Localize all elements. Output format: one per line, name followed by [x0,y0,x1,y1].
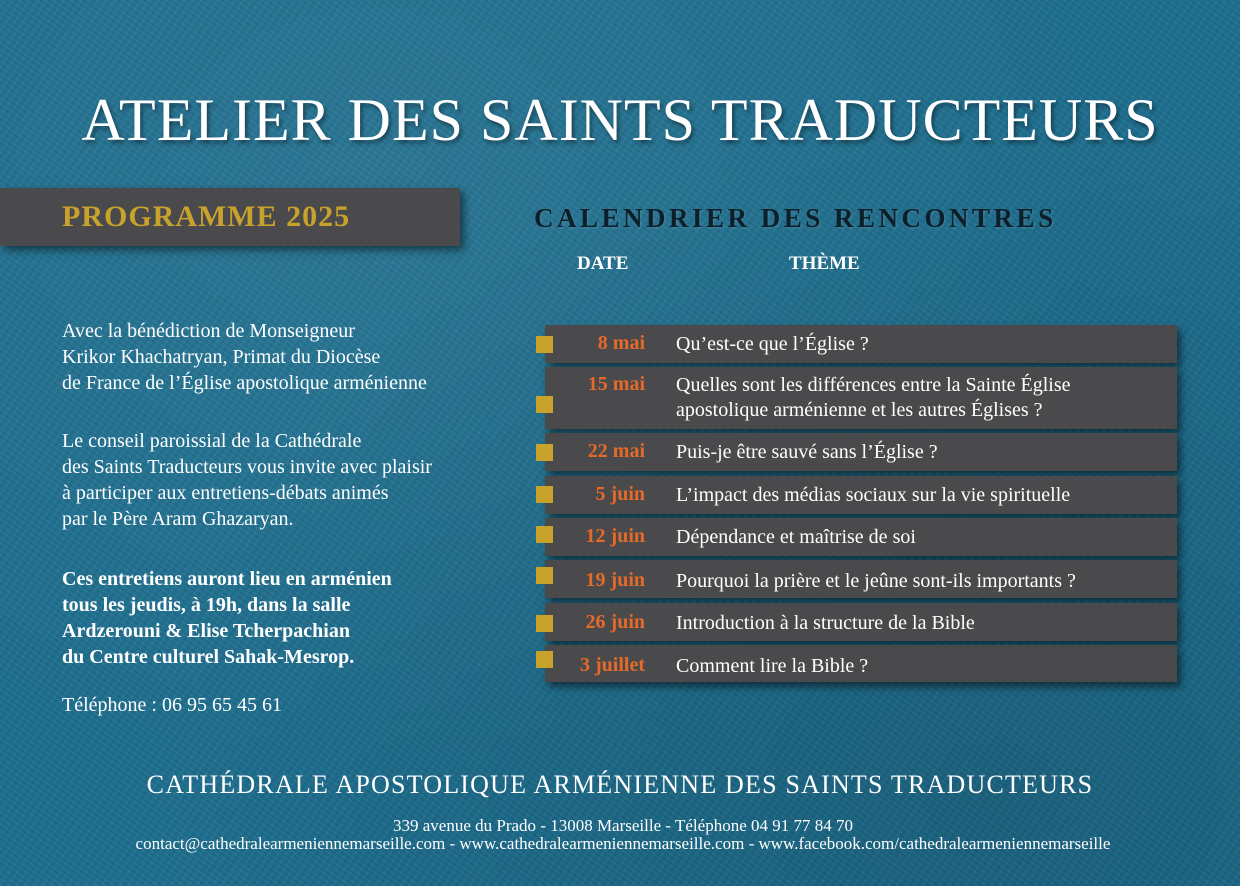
bullet-square-icon [536,396,553,413]
calendar-row [0,476,1240,514]
footer-address: 339 avenue du Prado - 13008 Marseille - Téléphone 04 91 77 84 70 [392,816,853,835]
column-header-theme: THÈME [789,253,860,274]
row-date: 22 mai [587,440,645,462]
row-theme: Pourquoi la prière et le jeûne sont-ils importants ? [676,570,1076,592]
row-date: 5 juin [595,483,645,505]
row-theme: Quelles sont les différences entre la Sainte Église apostolique arménienne et les autres Églises ? [676,374,1071,421]
calendar-row [0,433,1240,471]
row-date: 19 juin [585,569,645,591]
page-title: ATELIER DES SAINTS TRADUCTEURS [81,87,1159,153]
programme-label: PROGRAMME 2025 [62,200,351,233]
footer-title: CATHÉDRALE APOSTOLIQUE ARMÉNIENNE DES SAINTS TRADUCTEURS [146,770,1094,799]
row-date: 15 mai [587,373,645,395]
calendar-row [0,325,1240,363]
row-theme: Dépendance et maîtrise de soi [676,526,916,548]
row-theme: Comment lire la Bible ? [676,655,869,677]
row-theme: Qu’est-ce que l’Église ? [676,333,869,355]
intro-paragraph-schedule: Ces entretiens auront lieu en arménien tous les jeudis, à 19h, dans la salle Ardzerouni & Elise Tcherpachian du Centre culturel Sahak-Mesrop. [62,568,392,668]
calendar-row [0,645,1240,682]
row-theme: Introduction à la structure de la Bible [676,612,975,634]
calendar-row [0,560,1240,598]
row-theme: L’impact des médias sociaux sur la vie spirituelle [676,484,1071,506]
intro-paragraph-invitation: Le conseil paroissial de la Cathédrale des Saints Traducteurs vous invite avec plaisir à participer aux entretiens-débats animés par le Père Aram Ghazaryan. [62,430,432,530]
calendar-row [0,603,1240,641]
programme-banner [0,188,460,246]
row-theme: Puis-je être sauvé sans l’Église ? [676,441,938,463]
calendar-row [0,518,1240,556]
row-date: 12 juin [585,525,645,547]
row-date: 8 mai [597,332,645,354]
column-header-date: DATE [577,253,629,274]
row-date: 26 juin [585,611,645,633]
row-date: 3 juillet [580,654,645,676]
calendar-title: CALENDRIER DES RENCONTRES [534,203,1057,233]
footer-contacts: contact@cathedralearmeniennemarseille.com - www.cathedralearmeniennemarseille.com - www.facebook.com/cathedralearmeniennemarseille [135,834,1111,853]
phone-number: Téléphone : 06 95 65 45 61 [62,694,282,716]
intro-paragraph-blessing: Avec la bénédiction de Monseigneur Krikor Khachatryan, Primat du Diocèse de France de l’Église apostolique arménienne [62,320,427,394]
calendar-row [0,367,1240,429]
